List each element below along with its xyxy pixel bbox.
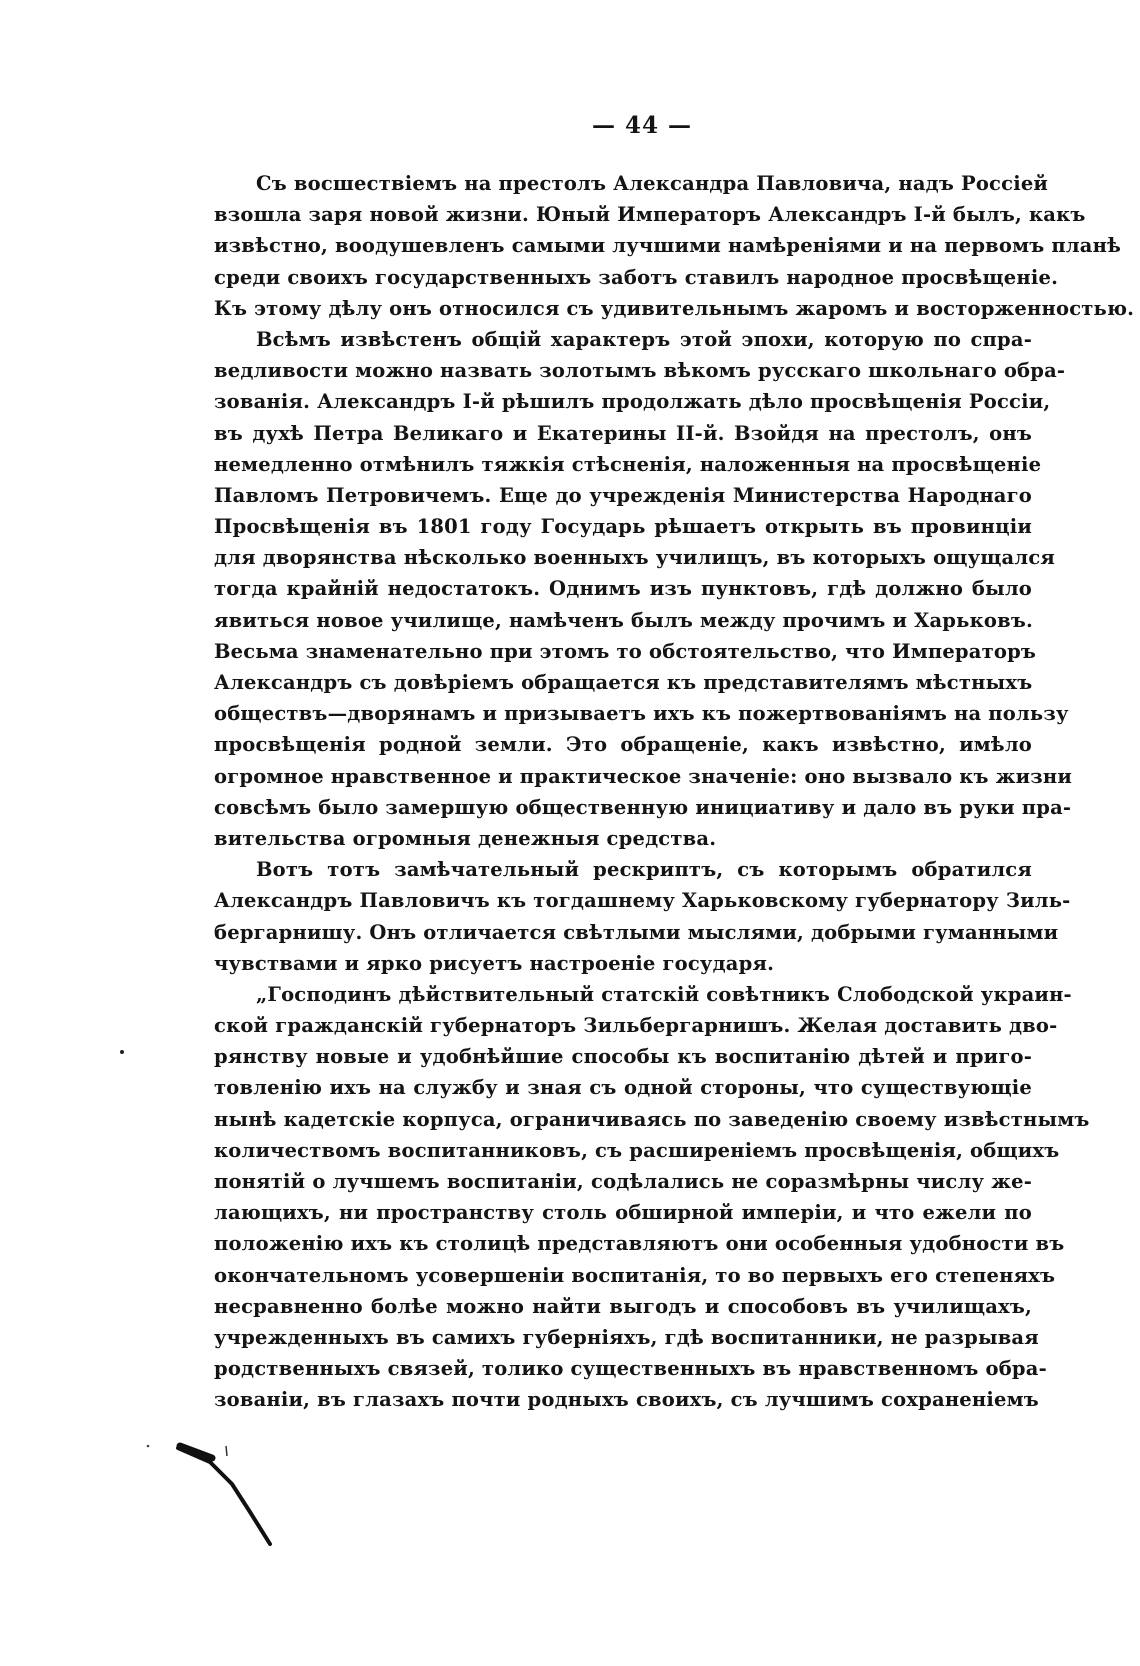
- text-line: просвѣщенія родной земли. Это обращеніе, какъ извѣстно, имѣло: [214, 733, 1032, 757]
- text-line: среди своихъ государственныхъ заботъ ставилъ народное просвѣщеніе.: [214, 265, 1059, 289]
- text-line: ведливости можно назвать золотымъ вѣкомъ русскаго школьнаго обра-: [214, 359, 1066, 383]
- text-line: вительства огромныя денежныя средства.: [214, 826, 717, 850]
- text-line: рянству новые и удобнѣйшие способы къ воспитанію дѣтей и приго-: [214, 1045, 1032, 1069]
- text-line: для дворянства нѣсколько военныхъ училищъ, въ которыхъ ощущался: [214, 546, 1056, 570]
- body-text: [214, 168, 1135, 1416]
- text-line: Александръ съ довѣріемъ обращается къ представителямъ мѣстныхъ: [214, 671, 1033, 694]
- text-line: въ духѣ Петра Великаго и Екатерины II-й. Взойдя на престолъ, онъ: [214, 421, 1032, 445]
- page-number: — 44 —: [591, 112, 693, 139]
- text-line: зованія. Александръ I-й рѣшилъ продолжать дѣло просвѣщенія Россіи,: [214, 390, 1051, 414]
- text-line: учрежденныхъ въ самихъ губерніяхъ, гдѣ воспитанники, не разрывая: [214, 1325, 1039, 1349]
- stray-pen-stroke: [140, 1440, 280, 1550]
- text-line: количествомъ воспитанниковъ, съ расширеніемъ просвѣщенія, общихъ: [214, 1138, 1060, 1162]
- text-line: чувствами и ярко рисуетъ настроеніе государя.: [214, 951, 775, 975]
- text-line: Александръ Павловичъ къ тогдашнему Харьковскому губернатору Зиль-: [214, 889, 1071, 913]
- text-line: зованіи, въ глазахъ почти родныхъ своихъ, съ лучшимъ сохраненіемъ: [214, 1388, 1039, 1412]
- text-line: несравненно болѣе можно найти выгодъ и способовъ въ училищахъ,: [214, 1294, 1032, 1318]
- text-line: нынѣ кадетскіе корпуса, ограничиваясь по заведенію своему извѣстнымъ: [214, 1107, 1090, 1131]
- stray-mark-dot: [120, 1050, 124, 1054]
- text-line: совсѣмъ было замершую общественную инициативу и дало въ руки пра-: [214, 795, 1072, 819]
- text-line: лающихъ, ни пространству столь обширной имперіи, и что ежели по: [214, 1201, 1032, 1225]
- text-line: явиться новое училище, намѣченъ былъ между прочимъ и Харьковъ.: [214, 608, 1033, 632]
- text-line: бергарнишу. Онъ отличается свѣтлыми мыслями, добрыми гуманными: [214, 920, 1059, 944]
- text-line: понятій о лучшемъ воспитаніи, содѣлались не соразмѣрны числу же-: [214, 1170, 1032, 1193]
- text-line: Павломъ Петровичемъ. Еще до учрежденія Министерства Народнаго: [214, 483, 1032, 507]
- text-line: Просвѣщенія въ 1801 году Государь рѣшаетъ открыть въ провинціи: [214, 515, 1032, 539]
- text-line: „Господинъ дѣйствительный статскій совѣтникъ Слободской украин-: [256, 982, 1072, 1006]
- text-line: товленію ихъ на службу и зная съ одной стороны, что существующіе: [214, 1076, 1032, 1100]
- text-line: тогда крайній недостатокъ. Однимъ изъ пунктовъ, гдѣ должно было: [214, 577, 1032, 601]
- text-line: ской гражданскій губернаторъ Зильбергарнишъ. Желая доставить дво-: [214, 1014, 1058, 1038]
- text-line: Къ этому дѣлу онъ относился съ удивительнымъ жаромъ и восторженностью.: [214, 296, 1135, 320]
- text-line: Съ восшествіемъ на престолъ Александра Павловича, надъ Россіей: [256, 172, 1049, 195]
- text-line: положенію ихъ къ столицѣ представляютъ они особенныя удобности въ: [214, 1232, 1065, 1256]
- text-line: Весьма знаменательно при этомъ то обстоятельство, что Императоръ: [214, 639, 1037, 663]
- text-line: Всѣмъ извѣстенъ общій характеръ этой эпохи, которую по спра-: [256, 327, 1032, 351]
- text-line: Вотъ тотъ замѣчательный рескриптъ, съ которымъ обратился: [256, 858, 1032, 882]
- text-line: немедленно отмѣнилъ тяжкія стѣсненія, наложенныя на просвѣщеніе: [214, 452, 1042, 476]
- text-line: огромное нравственное и практическое значеніе: оно вызвало къ жизни: [214, 764, 1073, 788]
- text-line: родственныхъ связей, толико существенныхъ въ нравственномъ обра-: [214, 1357, 1047, 1381]
- text-line: обществъ—дворянамъ и призываетъ ихъ къ пожертвованіямъ на пользу: [214, 702, 1069, 726]
- text-line: извѣстно, воодушевленъ самыми лучшими намѣреніями и на первомъ планѣ: [214, 234, 1122, 258]
- text-line: окончательномъ усовершеніи воспитанія, то во первыхъ его степеняхъ: [214, 1263, 1056, 1287]
- text-line: взошла заря новой жизни. Юный Императоръ Александръ I-й былъ, какъ: [214, 203, 1086, 227]
